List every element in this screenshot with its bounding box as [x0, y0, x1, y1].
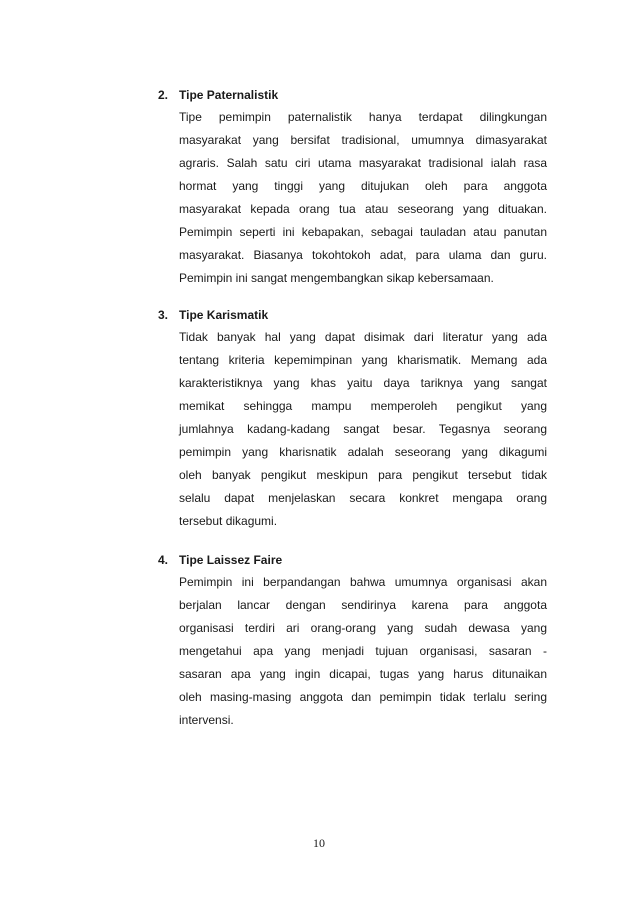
section-number: 4.: [158, 553, 169, 567]
paragraph-line: mengetahui apa yang menjadi tujuan organisasi, sasaran -: [179, 644, 547, 658]
section-number: 3.: [158, 308, 169, 322]
paragraph-line: organisasi terdiri ari orang-orang yang sudah dewasa yang: [179, 621, 547, 635]
paragraph-line: tentang kriteria kepemimpinan yang kharismatik. Memang ada: [179, 353, 547, 367]
paragraph-line: masyarakat yang bersifat tradisional, umumnya dimasyarakat: [179, 133, 547, 147]
section-paragraph: [179, 328, 547, 535]
paragraph-line: Pemimpin seperti ini kebapakan, sebagai tauladan atau panutan: [179, 225, 547, 239]
paragraph-line: masyarakat. Biasanya tokohtokoh adat, para ulama dan guru.: [179, 248, 547, 262]
section-heading: [158, 553, 282, 567]
paragraph-line: karakteristiknya yang khas yaitu daya tariknya yang sangat: [179, 376, 547, 390]
page-number: 10: [313, 836, 325, 850]
section-heading: [158, 88, 278, 102]
paragraph-line: Pemimpin ini berpandangan bahwa umumnya organisasi akan: [179, 575, 547, 589]
section-title: Tipe Karismatik: [179, 308, 269, 322]
paragraph-line: tersebut dikagumi.: [179, 514, 278, 528]
paragraph-line: Tidak banyak hal yang dapat disimak dari literatur yang ada: [179, 330, 547, 344]
section-paragraph: [179, 573, 547, 734]
paragraph-line: sasaran apa yang ingin dicapai, tugas yang harus ditunaikan: [179, 667, 547, 681]
section-number: 2.: [158, 88, 169, 102]
section-heading: [158, 308, 268, 322]
section-paragraph: [179, 108, 547, 292]
section-title: Tipe Laissez Faire: [179, 553, 283, 567]
paragraph-line: jumlahnya kadang-kadang sangat besar. Tegasnya seorang: [179, 422, 547, 436]
paragraph-line: masyarakat kepada orang tua atau seseorang yang dituakan.: [179, 202, 547, 216]
paragraph-line: berjalan lancar dengan sendirinya karena para anggota: [179, 598, 547, 612]
section-title: Tipe Paternalistik: [179, 88, 279, 102]
paragraph-line: oleh masing-masing anggota dan pemimpin tidak terlalu sering: [179, 690, 547, 704]
paragraph-line: oleh banyak pengikut meskipun para pengikut tersebut tidak: [179, 468, 547, 482]
paragraph-line: hormat yang tinggi yang ditujukan oleh para anggota: [179, 179, 547, 193]
paragraph-line: Tipe pemimpin paternalistik hanya terdapat dilingkungan: [179, 110, 547, 124]
paragraph-line: selalu dapat menjelaskan secara konkret mengapa orang: [179, 491, 547, 505]
paragraph-line: intervensi.: [179, 713, 234, 727]
paragraph-line: Pemimpin ini sangat mengembangkan sikap kebersamaan.: [179, 271, 494, 285]
paragraph-line: pemimpin yang kharisnatik adalah seseorang yang dikagumi: [179, 445, 547, 459]
paragraph-line: memikat sehingga mampu memperoleh pengikut yang: [179, 399, 547, 413]
paragraph-line: agraris. Salah satu ciri utama masyarakat tradisional ialah rasa: [179, 156, 547, 170]
